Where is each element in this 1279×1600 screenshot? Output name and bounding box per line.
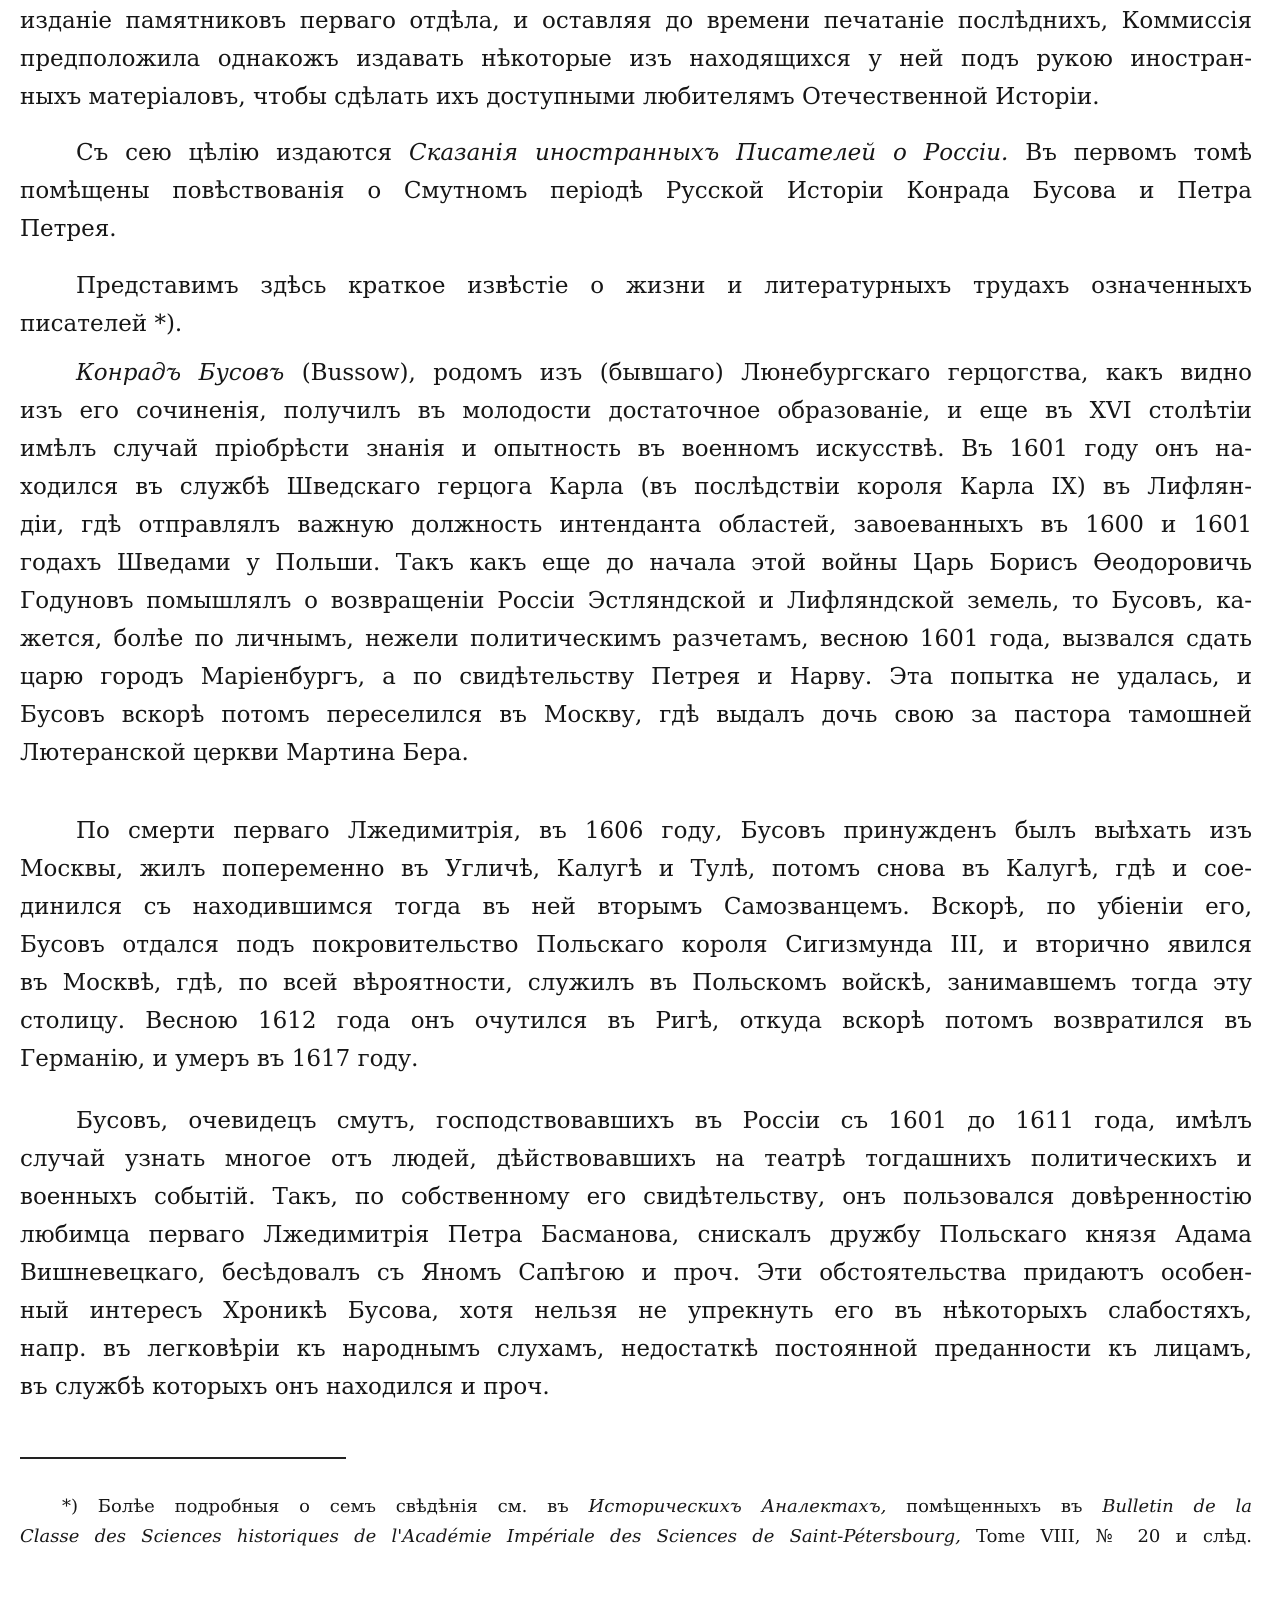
text-line: имѣлъ случай пріобрѣсти знанія и опытность въ военномъ искусствѣ. Въ 1601 году онъ на- — [20, 436, 1252, 462]
paragraph-preface — [20, 267, 1252, 343]
footnote-divider — [20, 1457, 346, 1459]
text-run: Историческихъ Аналектахъ, — [588, 1496, 887, 1517]
text-line: ходился въ службѣ Шведскаго герцога Карла (въ послѣдствіи короля Карла IX) въ Лифлян- — [20, 474, 1252, 500]
text-line: царю городъ Маріенбургъ, а по свидѣтельству Петрея и Нарву. Эта попытка не удалась, и — [20, 664, 1252, 690]
text-run: Tome VIII, № 20 и слѣд. — [960, 1526, 1252, 1547]
footnote — [20, 1492, 1252, 1552]
text-line: военныхъ событій. Такъ, по собственному его свидѣтельству, онъ пользовался довѣренностію — [20, 1184, 1252, 1210]
paragraph-witness — [20, 1102, 1252, 1406]
text-line: ныхъ матеріаловъ, чтобы сдѣлать ихъ доступными любителямъ Отечественной Исторіи. — [20, 84, 1100, 110]
text-run: *) Болѣе подробныя о семъ свѣдѣнія см. въ — [62, 1496, 589, 1517]
text-line: напр. въ легковѣріи къ народнымъ слухамъ, недостаткѣ постоянной преданности къ лицамъ, — [20, 1336, 1252, 1362]
paragraph-bussow-bio — [20, 354, 1252, 772]
text-run: помѣщенныхъ въ — [886, 1496, 1103, 1517]
paragraph-purpose — [20, 134, 1252, 248]
text-line: любимца перваго Лжедимитрія Петра Басманова, снискалъ дружбу Польскаго князя Адама — [20, 1222, 1252, 1248]
book-title: Сказанія иностранныхъ Писателей о Россіи. — [409, 140, 1009, 166]
text-line: помѣщены повѣствованія о Смутномъ періодѣ Русской Исторіи Конрада Бусова и Петра — [20, 178, 1252, 204]
text-run: Bulletin de la — [1102, 1496, 1252, 1517]
text-line: въ Москвѣ, гдѣ, по всей вѣроятности, служилъ въ Польскомъ войскѣ, занимавшемъ тогда эту — [20, 970, 1252, 996]
text-run: (Bussow), родомъ изъ (бывшаго) Люнебургскаго герцогства, какъ видно — [284, 360, 1253, 386]
text-line: Петрея. — [20, 216, 117, 242]
text-line: діи, гдѣ отправлялъ важную должность интенданта областей, завоеванныхъ въ 1600 и 1601 — [20, 512, 1252, 538]
text-run: Съ сею цѣлію издаются — [76, 140, 409, 166]
text-line: динился съ находившимся тогда въ ней вторымъ Самозванцемъ. Вскорѣ, по убіеніи его, — [20, 894, 1252, 920]
text-line: писателей *). — [20, 311, 183, 337]
paragraph-intro — [20, 2, 1252, 116]
text-line: случай узнать многое отъ людей, дѣйствовавшихъ на театрѣ тогдашнихъ политическихъ и — [20, 1146, 1252, 1172]
footnote-line — [20, 1522, 1252, 1552]
text-line: изданіе памятниковъ перваго отдѣла, и оставляя до времени печатаніе послѣднихъ, Коммиссія — [20, 8, 1252, 34]
text-line: Бусовъ, очевидецъ смутъ, господствовавшихъ въ Россіи съ 1601 до 1611 года, имѣлъ — [76, 1108, 1252, 1134]
text-line: Германію, и умеръ въ 1617 году. — [20, 1046, 419, 1072]
text-line: изъ его сочиненія, получилъ въ молодости достаточное образованіе, и еще въ XVI столѣтіи — [20, 398, 1252, 424]
text-run: Classe des Sciences historiques de l'Académie Impériale des Sciences de Saint-Pétersbourg, — [20, 1526, 961, 1547]
text-line: Вишневецкаго, бесѣдовалъ съ Яномъ Сапѣгою и проч. Эти обстоятельства придаютъ особен- — [20, 1260, 1252, 1286]
text-line: жется, болѣе по личнымъ, нежели политическимъ разчетамъ, весною 1601 года, вызвался сдать — [20, 626, 1252, 652]
text-line: Лютеранской церкви Мартина Бера. — [20, 740, 469, 766]
text-line: въ службѣ которыхъ онъ находился и проч. — [20, 1374, 550, 1400]
text-line — [20, 134, 1252, 172]
footnote-line — [20, 1492, 1252, 1522]
text-line: По смерти перваго Лжедимитрія, въ 1606 году, Бусовъ принужденъ былъ выѣхать изъ — [76, 818, 1252, 844]
text-line: столицу. Весною 1612 года онъ очутился въ Ригѣ, откуда вскорѣ потомъ возвратился въ — [20, 1008, 1252, 1034]
text-run: Въ первомъ томѣ — [1008, 140, 1252, 166]
text-line: Годуновъ помышлялъ о возвращеніи Россіи Эстляндской и Лифляндской земель, то Бусовъ, ка- — [20, 588, 1252, 614]
text-line: годахъ Шведами у Польши. Такъ какъ еще до начала этой войны Царь Борисъ Ѳеодоровичь — [20, 550, 1252, 576]
paragraph-after-death — [20, 812, 1252, 1078]
text-line: Бусовъ вскорѣ потомъ переселился въ Москву, гдѣ выдалъ дочь свою за пастора тамошней — [20, 702, 1252, 728]
text-line: ный интересъ Хроникѣ Бусова, хотя нельзя не упрекнуть его въ нѣкоторыхъ слабостяхъ, — [20, 1298, 1252, 1324]
text-line: предположила однакожъ издавать нѣкоторые изъ находящихся у ней подъ рукою иностран- — [20, 46, 1252, 72]
text-line: Москвы, жилъ попеременно въ Угличѣ, Калугѣ и Тулѣ, потомъ снова въ Калугѣ, гдѣ и сое- — [20, 856, 1252, 882]
text-line: Представимъ здѣсь краткое извѣстіе о жизни и литературныхъ трудахъ означенныхъ — [76, 273, 1252, 299]
text-line: Бусовъ отдался подъ покровительство Польскаго короля Сигизмунда III, и вторично явился — [20, 932, 1252, 958]
text-line — [20, 354, 1252, 392]
person-name: Конрадъ Бусовъ — [76, 360, 285, 386]
